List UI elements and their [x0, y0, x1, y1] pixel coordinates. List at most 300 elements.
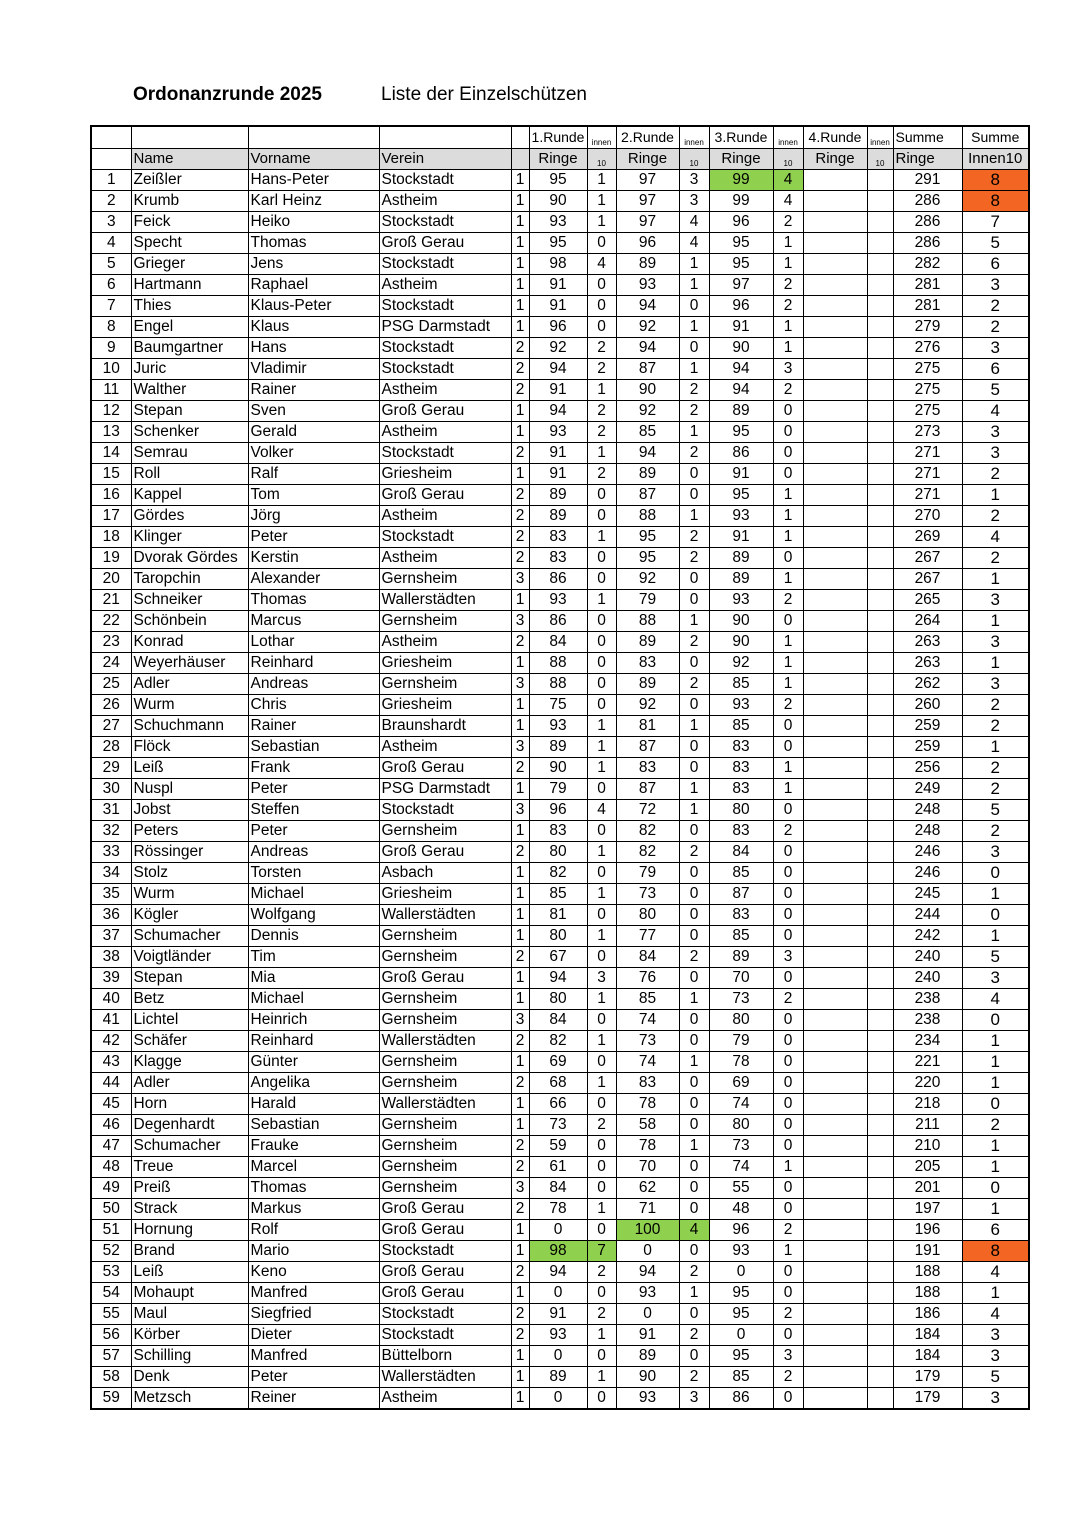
sum-innen10: 8: [962, 169, 1029, 190]
sum-ringe: 238: [893, 988, 962, 1009]
header-vorname: Vorname: [248, 148, 379, 169]
name: Leiß: [131, 1261, 248, 1282]
round3-innen: 3: [773, 946, 803, 967]
round2-ringe: 82: [616, 820, 679, 841]
round1-innen: 0: [587, 946, 616, 967]
round3-innen: 2: [773, 988, 803, 1009]
round3-innen: 2: [773, 694, 803, 715]
name: Kögler: [131, 904, 248, 925]
round1-innen: 1: [587, 1366, 616, 1387]
round2-ringe: 70: [616, 1156, 679, 1177]
sum-ringe: 259: [893, 715, 962, 736]
round3-ringe: 83: [709, 904, 773, 925]
round4-ringe: [803, 631, 867, 652]
vorname: Thomas: [248, 589, 379, 610]
round2-ringe: 78: [616, 1135, 679, 1156]
verein: Astheim: [379, 1387, 511, 1409]
sum-ringe: 210: [893, 1135, 962, 1156]
round3-innen: 0: [773, 610, 803, 631]
sum-ringe: 248: [893, 799, 962, 820]
verein: Gernsheim: [379, 1177, 511, 1198]
round1-innen: 1: [587, 757, 616, 778]
round4-innen: [867, 211, 893, 232]
round3-ringe: 94: [709, 358, 773, 379]
round2-ringe: 92: [616, 568, 679, 589]
header-r1-innen: innen: [587, 126, 616, 148]
verein: Astheim: [379, 379, 511, 400]
round2-ringe: 94: [616, 295, 679, 316]
round3-innen: 1: [773, 484, 803, 505]
klasse: 1: [511, 715, 529, 736]
row-number: 2: [91, 190, 131, 211]
round3-innen: 3: [773, 358, 803, 379]
table-row: [91, 925, 1029, 946]
round1-ringe: 84: [529, 1177, 587, 1198]
round1-innen: 2: [587, 1261, 616, 1282]
verein: Stockstadt: [379, 1240, 511, 1261]
round3-ringe: 83: [709, 736, 773, 757]
sum-innen10: 2: [962, 757, 1029, 778]
header-r4-innen: innen: [867, 126, 893, 148]
vorname: Vladimir: [248, 358, 379, 379]
sum-ringe: 197: [893, 1198, 962, 1219]
sum-innen10: 5: [962, 1366, 1029, 1387]
row-number: 4: [91, 232, 131, 253]
sum-innen10: 0: [962, 862, 1029, 883]
round2-innen: 0: [679, 1198, 709, 1219]
sum-ringe: 291: [893, 169, 962, 190]
round3-innen: 4: [773, 169, 803, 190]
round1-ringe: 89: [529, 736, 587, 757]
table-row: [91, 274, 1029, 295]
round4-ringe: [803, 652, 867, 673]
klasse: 1: [511, 1240, 529, 1261]
sum-innen10: 2: [962, 1114, 1029, 1135]
round3-innen: 0: [773, 736, 803, 757]
round2-innen: 0: [679, 295, 709, 316]
sum-innen10: 2: [962, 295, 1029, 316]
sum-innen10: 5: [962, 946, 1029, 967]
vorname: Klaus: [248, 316, 379, 337]
header-r1: 1.Runde: [529, 126, 587, 148]
round3-ringe: 97: [709, 274, 773, 295]
sum-innen10: 5: [962, 799, 1029, 820]
row-number: 53: [91, 1261, 131, 1282]
round2-innen: 1: [679, 421, 709, 442]
round3-ringe: 73: [709, 1135, 773, 1156]
round3-ringe: 89: [709, 547, 773, 568]
klasse: 1: [511, 232, 529, 253]
round3-ringe: 74: [709, 1156, 773, 1177]
sum-innen10: 1: [962, 610, 1029, 631]
klasse: 1: [511, 1387, 529, 1409]
round4-ringe: [803, 1282, 867, 1303]
verein: Stockstadt: [379, 526, 511, 547]
round2-innen: 0: [679, 1156, 709, 1177]
table-row: [91, 715, 1029, 736]
round1-innen: 0: [587, 1009, 616, 1030]
round3-ringe: 95: [709, 232, 773, 253]
round2-ringe: 94: [616, 1261, 679, 1282]
name: Preiß: [131, 1177, 248, 1198]
round3-ringe: 85: [709, 1366, 773, 1387]
name: Specht: [131, 232, 248, 253]
sum-innen10: 6: [962, 358, 1029, 379]
round4-innen: [867, 1156, 893, 1177]
round3-ringe: 89: [709, 946, 773, 967]
sum-innen10: 4: [962, 400, 1029, 421]
verein: Groß Gerau: [379, 1261, 511, 1282]
table-row: [91, 463, 1029, 484]
klasse: 3: [511, 799, 529, 820]
round3-ringe: 89: [709, 568, 773, 589]
round4-innen: [867, 862, 893, 883]
round2-innen: 2: [679, 946, 709, 967]
vorname: Peter: [248, 1366, 379, 1387]
round2-ringe: 100: [616, 1219, 679, 1240]
klasse: 3: [511, 610, 529, 631]
round2-innen: 0: [679, 1009, 709, 1030]
sum-innen10: 1: [962, 1282, 1029, 1303]
table-row: [91, 946, 1029, 967]
sum-ringe: 211: [893, 1114, 962, 1135]
row-number: 22: [91, 610, 131, 631]
sum-innen10: 2: [962, 694, 1029, 715]
sum-ringe: 286: [893, 211, 962, 232]
table-row: [91, 1051, 1029, 1072]
vorname: Frank: [248, 757, 379, 778]
round1-ringe: 78: [529, 1198, 587, 1219]
round1-innen: 0: [587, 1282, 616, 1303]
name: Wurm: [131, 694, 248, 715]
sum-innen10: 1: [962, 1072, 1029, 1093]
round2-innen: 0: [679, 337, 709, 358]
row-number: 34: [91, 862, 131, 883]
sum-ringe: 271: [893, 463, 962, 484]
table-row: [91, 505, 1029, 526]
verein: Astheim: [379, 736, 511, 757]
round1-ringe: 0: [529, 1345, 587, 1366]
round3-innen: 2: [773, 295, 803, 316]
round3-innen: 2: [773, 1366, 803, 1387]
round1-ringe: 93: [529, 211, 587, 232]
vorname: Hans-Peter: [248, 169, 379, 190]
round2-ringe: 93: [616, 1282, 679, 1303]
verein: Groß Gerau: [379, 1219, 511, 1240]
round4-innen: [867, 1177, 893, 1198]
vorname: Keno: [248, 1261, 379, 1282]
table-row: [91, 883, 1029, 904]
klasse: 2: [511, 337, 529, 358]
sum-innen10: 1: [962, 736, 1029, 757]
round2-innen: 0: [679, 862, 709, 883]
table-row: [91, 547, 1029, 568]
name: Leiß: [131, 757, 248, 778]
name: Mohaupt: [131, 1282, 248, 1303]
round1-ringe: 91: [529, 463, 587, 484]
sum-ringe: 205: [893, 1156, 962, 1177]
round1-ringe: 83: [529, 820, 587, 841]
sum-ringe: 184: [893, 1324, 962, 1345]
sum-ringe: 281: [893, 295, 962, 316]
round1-ringe: 0: [529, 1219, 587, 1240]
vorname: Harald: [248, 1093, 379, 1114]
round4-innen: [867, 1072, 893, 1093]
round2-ringe: 85: [616, 988, 679, 1009]
sum-innen10: 1: [962, 1030, 1029, 1051]
round1-ringe: 84: [529, 1009, 587, 1030]
round1-ringe: 82: [529, 862, 587, 883]
row-number: 54: [91, 1282, 131, 1303]
klasse: 1: [511, 274, 529, 295]
sum-innen10: 8: [962, 190, 1029, 211]
round3-ringe: 70: [709, 967, 773, 988]
round1-innen: 0: [587, 673, 616, 694]
name: Stepan: [131, 400, 248, 421]
round4-innen: [867, 484, 893, 505]
vorname: Andreas: [248, 673, 379, 694]
name: Schenker: [131, 421, 248, 442]
vorname: Mario: [248, 1240, 379, 1261]
klasse: 1: [511, 1114, 529, 1135]
sum-ringe: 267: [893, 547, 962, 568]
round3-innen: 3: [773, 1345, 803, 1366]
header-r1-ringe: Ringe: [529, 148, 587, 169]
round4-ringe: [803, 211, 867, 232]
vorname: Thomas: [248, 232, 379, 253]
round4-ringe: [803, 1072, 867, 1093]
round2-innen: 2: [679, 400, 709, 421]
round1-innen: 0: [587, 568, 616, 589]
round2-innen: 2: [679, 547, 709, 568]
table-row: [91, 232, 1029, 253]
sum-ringe: 188: [893, 1261, 962, 1282]
round2-innen: 0: [679, 589, 709, 610]
round3-ringe: 83: [709, 778, 773, 799]
sum-ringe: 286: [893, 232, 962, 253]
sum-innen10: 2: [962, 505, 1029, 526]
row-number: 29: [91, 757, 131, 778]
round2-innen: 0: [679, 1345, 709, 1366]
klasse: 1: [511, 925, 529, 946]
sum-innen10: 3: [962, 1387, 1029, 1409]
round2-innen: 2: [679, 1261, 709, 1282]
round2-ringe: 87: [616, 358, 679, 379]
round3-innen: 2: [773, 379, 803, 400]
round4-ringe: [803, 1261, 867, 1282]
header-r4-ringe: Ringe: [803, 148, 867, 169]
verein: Stockstadt: [379, 1324, 511, 1345]
sum-ringe: 246: [893, 841, 962, 862]
round2-ringe: 84: [616, 946, 679, 967]
round1-innen: 1: [587, 169, 616, 190]
sum-innen10: 3: [962, 274, 1029, 295]
round4-ringe: [803, 610, 867, 631]
round4-ringe: [803, 694, 867, 715]
row-number: 17: [91, 505, 131, 526]
round2-innen: 0: [679, 1093, 709, 1114]
round2-innen: 0: [679, 568, 709, 589]
row-number: 44: [91, 1072, 131, 1093]
round3-ringe: 93: [709, 505, 773, 526]
round1-ringe: 96: [529, 316, 587, 337]
round1-innen: 1: [587, 715, 616, 736]
round2-ringe: 71: [616, 1198, 679, 1219]
vorname: Chris: [248, 694, 379, 715]
round3-ringe: 91: [709, 463, 773, 484]
klasse: 1: [511, 862, 529, 883]
sum-ringe: 240: [893, 946, 962, 967]
round2-ringe: 96: [616, 232, 679, 253]
round2-innen: 2: [679, 442, 709, 463]
name: Dvorak Gördes: [131, 547, 248, 568]
table-row: [91, 589, 1029, 610]
sum-innen10: 3: [962, 841, 1029, 862]
vorname: Torsten: [248, 862, 379, 883]
sum-ringe: 271: [893, 442, 962, 463]
table-row: [91, 757, 1029, 778]
round3-ringe: 0: [709, 1261, 773, 1282]
table-row: [91, 1303, 1029, 1324]
row-number: 35: [91, 883, 131, 904]
round3-innen: 0: [773, 400, 803, 421]
round2-ringe: 0: [616, 1303, 679, 1324]
round3-innen: 0: [773, 715, 803, 736]
round4-innen: [867, 1051, 893, 1072]
round2-innen: 0: [679, 883, 709, 904]
round2-ringe: 77: [616, 925, 679, 946]
round4-innen: [867, 337, 893, 358]
round4-ringe: [803, 841, 867, 862]
round3-ringe: 85: [709, 925, 773, 946]
header-r4: 4.Runde: [803, 126, 867, 148]
round2-ringe: 0: [616, 1240, 679, 1261]
row-number: 5: [91, 253, 131, 274]
row-number: 18: [91, 526, 131, 547]
round1-ringe: 95: [529, 232, 587, 253]
round3-innen: 1: [773, 232, 803, 253]
round2-innen: 0: [679, 694, 709, 715]
round1-ringe: 94: [529, 1261, 587, 1282]
name: Schäfer: [131, 1030, 248, 1051]
round3-ringe: 85: [709, 715, 773, 736]
sum-innen10: 5: [962, 232, 1029, 253]
verein: Groß Gerau: [379, 841, 511, 862]
row-number: 52: [91, 1240, 131, 1261]
vorname: Gerald: [248, 421, 379, 442]
round2-innen: 2: [679, 631, 709, 652]
klasse: 2: [511, 841, 529, 862]
table-row: [91, 421, 1029, 442]
round2-ringe: 58: [616, 1114, 679, 1135]
row-number: 23: [91, 631, 131, 652]
round3-innen: 0: [773, 967, 803, 988]
round4-ringe: [803, 379, 867, 400]
row-number: 24: [91, 652, 131, 673]
round4-innen: [867, 463, 893, 484]
round3-ringe: 84: [709, 841, 773, 862]
verein: Gernsheim: [379, 988, 511, 1009]
round2-innen: 0: [679, 463, 709, 484]
table-row: [91, 337, 1029, 358]
name: Semrau: [131, 442, 248, 463]
name: Zeißler: [131, 169, 248, 190]
round3-ringe: 95: [709, 484, 773, 505]
table-row: [91, 1324, 1029, 1345]
table-row: [91, 862, 1029, 883]
klasse: 1: [511, 1366, 529, 1387]
row-number: 32: [91, 820, 131, 841]
round4-ringe: [803, 862, 867, 883]
name: Kappel: [131, 484, 248, 505]
name: Konrad: [131, 631, 248, 652]
klasse: 3: [511, 568, 529, 589]
vorname: Günter: [248, 1051, 379, 1072]
table-row: [91, 1261, 1029, 1282]
round4-ringe: [803, 673, 867, 694]
table-row: [91, 1009, 1029, 1030]
name: Schuchmann: [131, 715, 248, 736]
sum-innen10: 1: [962, 652, 1029, 673]
verein: Griesheim: [379, 694, 511, 715]
table-row: [91, 169, 1029, 190]
round2-ringe: 62: [616, 1177, 679, 1198]
klasse: 1: [511, 169, 529, 190]
round4-ringe: [803, 169, 867, 190]
name: Strack: [131, 1198, 248, 1219]
klasse: 2: [511, 484, 529, 505]
row-number: 33: [91, 841, 131, 862]
vorname: Klaus-Peter: [248, 295, 379, 316]
round2-ringe: 85: [616, 421, 679, 442]
round1-innen: 0: [587, 1156, 616, 1177]
round3-ringe: 55: [709, 1177, 773, 1198]
round3-innen: 1: [773, 253, 803, 274]
verein: Griesheim: [379, 652, 511, 673]
round1-ringe: 82: [529, 1030, 587, 1051]
sum-innen10: 2: [962, 463, 1029, 484]
round3-ringe: 80: [709, 1009, 773, 1030]
round1-ringe: 93: [529, 715, 587, 736]
vorname: Rainer: [248, 379, 379, 400]
round4-ringe: [803, 778, 867, 799]
vorname: Tom: [248, 484, 379, 505]
row-number: 31: [91, 799, 131, 820]
round1-ringe: 91: [529, 295, 587, 316]
row-number: 25: [91, 673, 131, 694]
round2-innen: 0: [679, 1114, 709, 1135]
verein: Groß Gerau: [379, 1198, 511, 1219]
round1-innen: 0: [587, 232, 616, 253]
round4-innen: [867, 610, 893, 631]
round3-ringe: 86: [709, 442, 773, 463]
round1-innen: 0: [587, 295, 616, 316]
sum-ringe: 286: [893, 190, 962, 211]
sum-ringe: 191: [893, 1240, 962, 1261]
verein: PSG Darmstadt: [379, 316, 511, 337]
round4-innen: [867, 1387, 893, 1409]
name: Adler: [131, 673, 248, 694]
round1-innen: 3: [587, 967, 616, 988]
round2-innen: 1: [679, 253, 709, 274]
sum-innen10: 1: [962, 1051, 1029, 1072]
round3-innen: 0: [773, 904, 803, 925]
round4-ringe: [803, 715, 867, 736]
table-row: [91, 1156, 1029, 1177]
round4-ringe: [803, 505, 867, 526]
round3-ringe: 90: [709, 610, 773, 631]
sum-ringe: 273: [893, 421, 962, 442]
